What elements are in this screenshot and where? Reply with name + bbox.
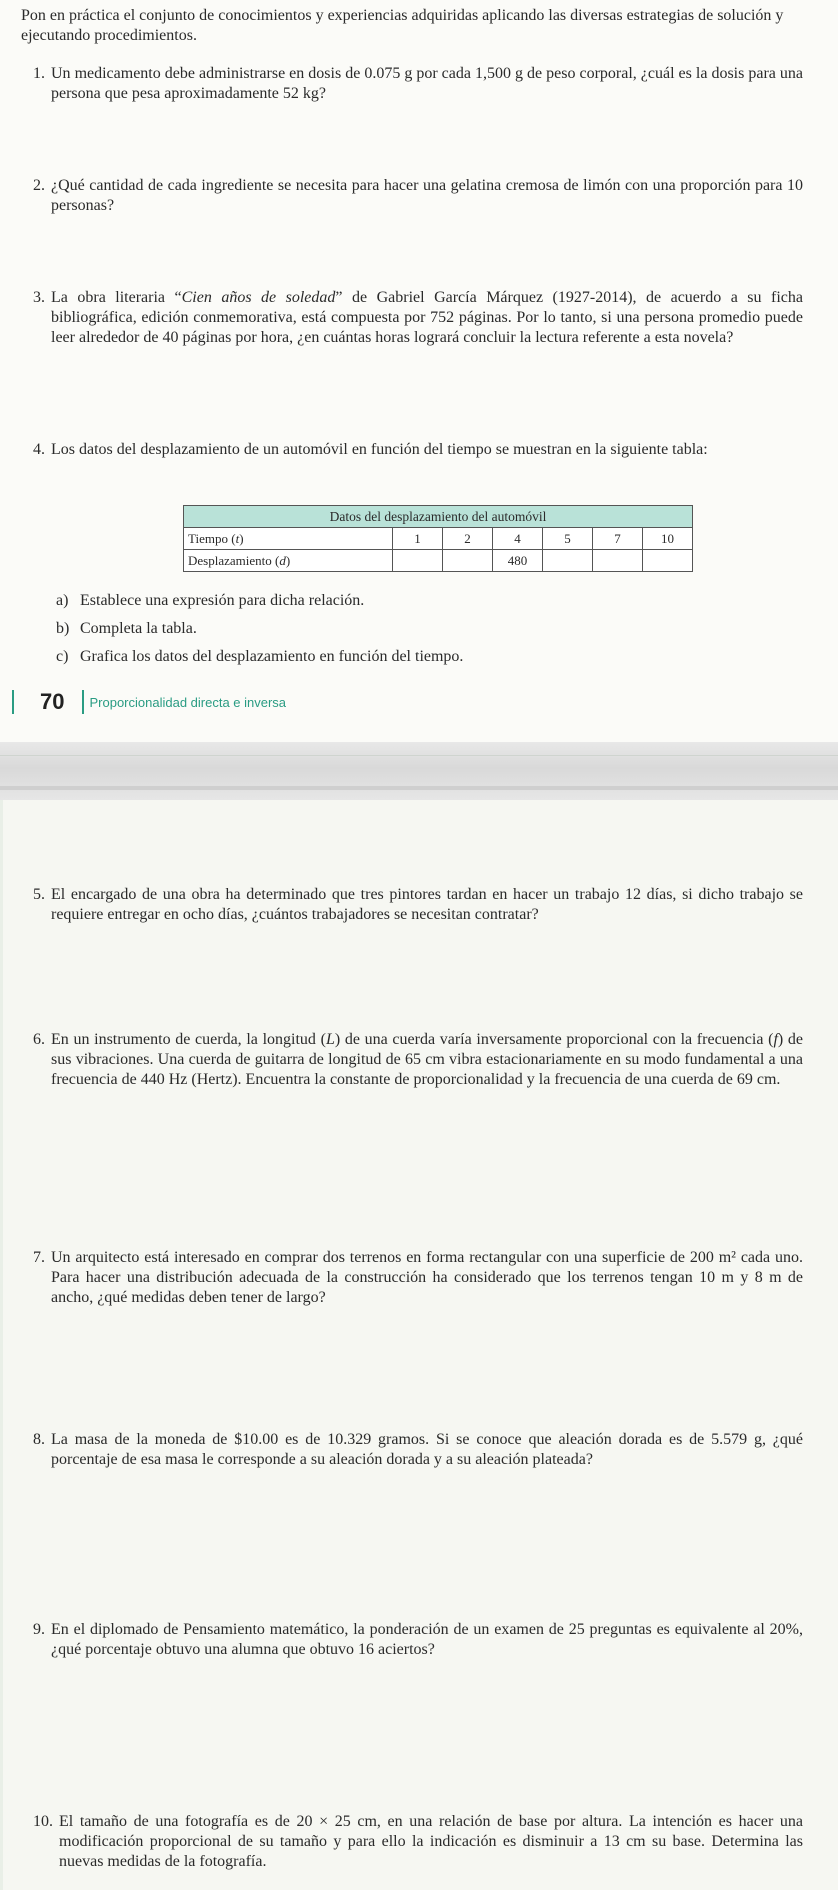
- question-text: En el diplomado de Pensamiento matemático, la ponderación de un examen de 25 preguntas es equivalente al 20%, ¿qué porcentaje obtuvo una alumna que obtuvo 16 aciertos?: [51, 1621, 803, 1658]
- question-7: [33, 1248, 803, 1308]
- footer-bar: [12, 690, 14, 714]
- table-row: [184, 550, 693, 572]
- page-number: 70: [40, 689, 65, 714]
- footer-bar: [82, 690, 84, 714]
- question-text: Un arquitecto está interesado en comprar dos terrenos en forma rectangular con una superficie de 200 m² cada uno. Para hacer una distribución adecuada de la construcción ha considerado que los terrenos tengan 10 m y 8 m de ancho, ¿qué medidas deben tener de largo?: [51, 1249, 803, 1306]
- row-label-displacement: Desplazamiento (d): [184, 550, 393, 572]
- table-cell: [593, 550, 643, 572]
- question-number: 3.: [33, 289, 45, 306]
- page-gap: [0, 742, 838, 800]
- displacement-table: [183, 505, 693, 572]
- page-footer: [12, 689, 286, 715]
- table-cell: 7: [593, 528, 643, 550]
- question-6: [33, 1030, 803, 1090]
- table-cell: 2: [443, 528, 493, 550]
- section-title: Proporcionalidad directa e inversa: [89, 694, 287, 710]
- question-8: [33, 1430, 803, 1470]
- question-text: El tamaño de una fotografía es de 20 × 25 cm, en una relación de base por altura. La intención es hacer una modificación proporcional de su tamaño y para ello la indicación es disminuir a 13 cm su base. Determina las nuevas medidas de la fotografía.: [59, 1813, 803, 1870]
- intro-text: Pon en práctica el conjunto de conocimientos y experiencias adquiridas aplicando las diversas estrategias de solución y ejecutando procedimientos.: [21, 7, 784, 44]
- table-row: [184, 528, 693, 550]
- page-edge: [0, 800, 3, 1890]
- question-number: 1.: [33, 65, 45, 82]
- table-cell: [393, 550, 443, 572]
- question-number: 4.: [33, 441, 45, 458]
- question-text: En un instrumento de cuerda, la longitud (L) de una cuerda varía inversamente proporcional con la frecuencia (f) de sus vibraciones. Una cuerda de guitarra de longitud de 65 cm vibra estacionariamente en su modo fundamental a una frecuencia de 440 Hz (Hertz). Encuentra la constante de proporcionalidad y la frecuencia de una cuerda de 69 cm.: [51, 1031, 804, 1088]
- question-text: Un medicamento debe administrarse en dosis de 0.075 g por cada 1,500 g de peso corporal, ¿cuál es la dosis para una persona que pesa aproximadamente 52 kg?: [51, 65, 803, 102]
- question-number: 10.: [33, 1813, 53, 1830]
- page-divider: [0, 786, 838, 790]
- subitem-c: c) Grafica los datos del desplazamiento en función del tiempo.: [56, 648, 464, 665]
- question-5: [33, 885, 803, 925]
- question-10: [33, 1812, 803, 1872]
- row-label-time: Tiempo (t): [184, 528, 393, 550]
- question-1: [33, 64, 803, 104]
- table-cell: 5: [543, 528, 593, 550]
- question-number: 7.: [33, 1249, 45, 1266]
- question-text: La masa de la moneda de $10.00 es de 10.329 gramos. Si se conoce que aleación dorada es de 5.579 g, ¿qué porcentaje de esa masa le corresponde a su aleación dorada y a su aleación plateada?: [51, 1431, 803, 1468]
- table-cell: 480: [493, 550, 543, 572]
- question-number: 2.: [33, 177, 45, 194]
- subitem-b: b) Completa la tabla.: [56, 620, 197, 637]
- table-title: Datos del desplazamiento del automóvil: [184, 506, 693, 528]
- table-cell: 10: [643, 528, 693, 550]
- page-bottom: [0, 800, 838, 1890]
- question-text: Los datos del desplazamiento de un automóvil en función del tiempo se muestran en la siguiente tabla:: [51, 441, 708, 458]
- question-3: [33, 288, 803, 348]
- table-cell: 1: [393, 528, 443, 550]
- question-text: La obra literaria “Cien años de soledad” de Gabriel García Márquez (1927-2014), de acuerdo a su ficha bibliográfica, edición conmemorativa, está compuesta por 752 páginas. Por lo tanto, si una persona promedio puede leer alrededor de 40 páginas por hora, ¿en cuántas horas logrará concluir la lectura referente a esta novela?: [51, 289, 803, 346]
- footer-rule: [0, 755, 838, 756]
- question-2: [33, 176, 803, 216]
- book-title: Cien años de soledad: [181, 289, 336, 306]
- table-cell: [443, 550, 493, 572]
- question-number: 8.: [33, 1431, 45, 1448]
- question-number: 6.: [33, 1031, 45, 1048]
- question-text: El encargado de una obra ha determinado que tres pintores tardan en hacer un trabajo 12 días, si dicho trabajo se requiere entregar en ocho días, ¿cuántos trabajadores se necesitan contratar?: [51, 886, 803, 923]
- subitem-a: a) Establece una expresión para dicha relación.: [56, 592, 365, 609]
- table-cell: [643, 550, 693, 572]
- table-cell: [543, 550, 593, 572]
- question-4: [33, 440, 803, 460]
- question-9: [33, 1620, 803, 1660]
- question-number: 5.: [33, 886, 45, 903]
- table-cell: 4: [493, 528, 543, 550]
- question-number: 9.: [33, 1621, 45, 1638]
- question-text: ¿Qué cantidad de cada ingrediente se necesita para hacer una gelatina cremosa de limón con una proporción para 10 personas?: [51, 177, 803, 214]
